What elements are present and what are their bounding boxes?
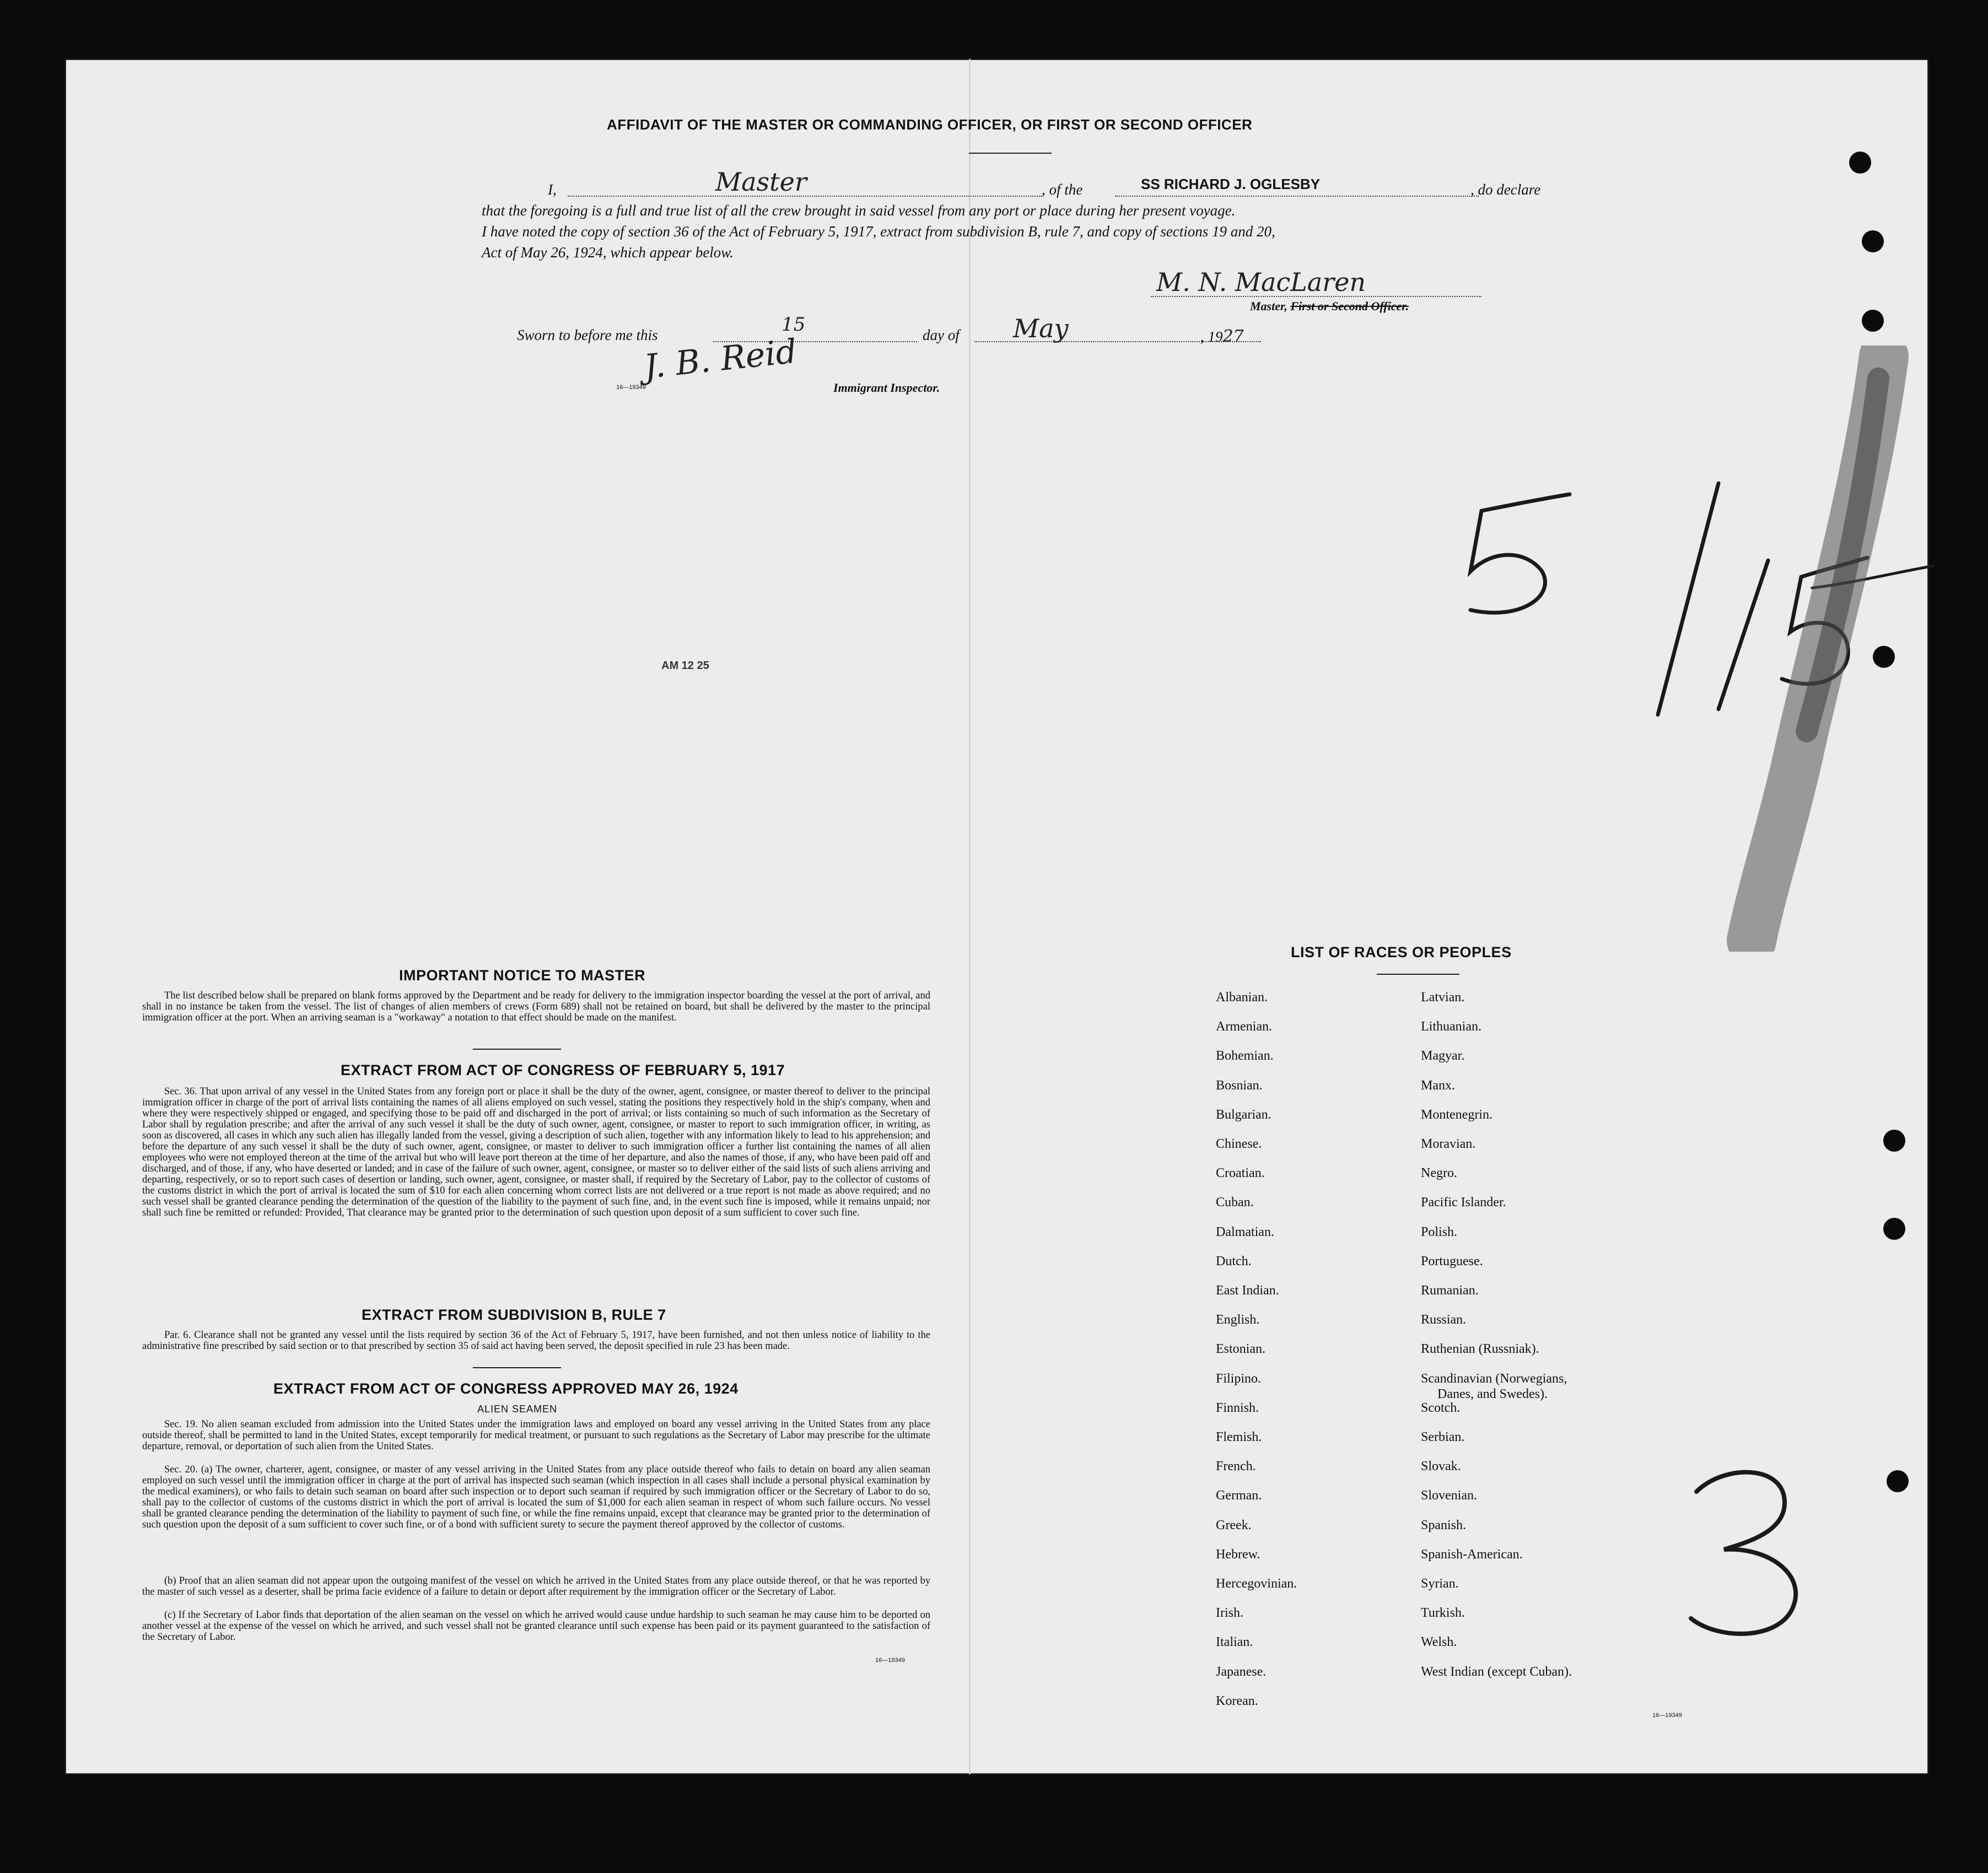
race-item: Magyar. [1421,1049,1465,1064]
sworn-month: May [1013,314,1069,343]
notice-title: IMPORTANT NOTICE TO MASTER [399,967,645,984]
title-rule [969,153,1052,154]
race-item: Scandinavian (Norwegians, [1421,1371,1567,1386]
race-item: Estonian. [1216,1342,1265,1357]
sworn-label: Sworn to before me this [517,327,658,343]
race-item: Polish. [1421,1224,1458,1239]
rule7-rule [473,1367,561,1368]
race-item: Dalmatian. [1216,1224,1274,1239]
master-caption-struck: First or Second Officer. [1290,299,1409,313]
year-prefix: , 19 [1200,328,1223,345]
race-item: Montenegrin. [1421,1107,1493,1122]
year-suffix: 27 [1222,327,1244,346]
race-item: Ruthenian (Russniak). [1421,1342,1539,1357]
binder-hole [1862,310,1884,332]
do-declare-label: , do declare [1470,181,1541,198]
race-item: Negro. [1421,1166,1457,1181]
day-of-label: day of [923,327,960,343]
race-item: Hercegovinian. [1216,1577,1297,1591]
master-position-handwritten: Master [715,167,807,197]
race-item: Russian. [1421,1313,1467,1327]
race-item: Latvian. [1421,990,1465,1005]
affidavit-line-3: I have noted the copy of section 36 of the Act of February 5, 1917, extract from subdivision B, rule 7, and copy of sections 19 and 20, [482,223,1275,240]
sec20b-text: (b) Proof that an alien seaman did not appear upon the outgoing manifest of the vessel on which he arrived in the United States from any place outside thereof, or that he was reported by the master of such vessel as a deserter, shall be prima facie evidence of a failure to detain or deport after requirement by the immigration officer or the Secretary of Labor. [142,1575,930,1597]
extract-rule7-title: EXTRACT FROM SUBDIVISION B, RULE 7 [362,1307,666,1323]
race-item: German. [1216,1488,1262,1503]
extract-form-number: 16—19349 [875,1657,905,1664]
race-item: Flemish. [1216,1430,1262,1444]
race-item: Bohemian. [1216,1049,1274,1064]
race-item: Serbian. [1421,1430,1465,1444]
master-signature: M. N. MacLaren [1156,267,1366,297]
race-item: Cuban. [1216,1195,1254,1210]
binder-hole [1887,1470,1909,1492]
race-item: Finnish. [1216,1400,1259,1415]
binder-hole [1862,230,1884,252]
smudge-mark [1702,346,1933,952]
race-item: English. [1216,1313,1260,1327]
race-item: French. [1216,1459,1256,1474]
races-rule [1377,974,1459,975]
extract-1917-text: Sec. 36. That upon arrival of any vessel in the United States from any foreign port or place it shall be the duty of the owner, agent, consignee, or master thereof to deliver to the principal immigration officer in charge of the port of arrival lists containing the names of all aliens employed on such vessel, stating the positions they respectively hold in the ship's company, when and where they were respectively shipped or engaged, and specifying those to be paid off and discharged in the port of arrival; or lists containing so much of such information as the Secretary of Labor shall by regulation prescribe; and after the arrival of any such vessel it shall be the duty of such owner, agent, consignee, or master to report to such immigration officer, in writing, as soon as discovered, all cases in which any such alien has illegally landed from the vessel, giving a description of such alien, together with any information likely to lead to his apprehension; and before the departure of any such vessel it shall be the duty of such owner, agent, consignee, or master to deliver to such immigration officer a further list containing the names of all alien employees who were not employed thereon at the time of the arrival but who will leave port thereon at the time of her departure, and also the names of those, if any, who have been paid off and discharged, and of those, if any, who have deserted or landed; and in case of the failure of such owner, agent, consignee, or master so to deliver either of the said lists of such aliens arriving and departing, respectively, or so to report such cases of desertion or landing, such owner, agent, consignee, or master shall, if required by the Secretary of Labor, pay to the collector of customs of the customs district in which the port of arrival is located the sum of $10 for each alien concerning whom correct lists are not delivered or a true report is not made as above required; and no such vessel shall be granted clearance pending the determination of the question of the liability to the payment of such fine, and, in the event such fine is imposed, while it remains unpaid; nor shall such fine be remitted or refunded: Provided, That clearance may be granted prior to the determination of such question upon deposit of a sum sufficient to cover such fine. [142,1086,930,1218]
race-item: Italian. [1216,1635,1253,1650]
races-form-number: 16—19349 [1652,1712,1682,1719]
affidavit-i: I, [548,181,557,198]
binder-hole [1883,1130,1905,1152]
binder-hole [1883,1218,1905,1240]
affidavit-title: AFFIDAVIT OF THE MASTER OR COMMANDING OFFICER, OR FIRST OR SECOND OFFICER [607,116,1253,133]
race-item: Portuguese. [1421,1254,1483,1269]
master-signature-line [1151,296,1481,297]
extract-1917-title: EXTRACT FROM ACT OF CONGRESS OF FEBRUARY 5, 1917 [341,1062,785,1078]
race-item: Albanian. [1216,990,1268,1005]
race-item: Korean. [1216,1693,1258,1708]
binder-hole [1849,152,1871,174]
affidavit-line-2: that the foregoing is a full and true list of all the crew brought in said vessel from any port or place during her present voyage. [482,202,1236,219]
race-item: Moravian. [1421,1137,1476,1151]
race-item: Bosnian. [1216,1078,1263,1093]
sworn-year [1200,327,1244,346]
race-item: East Indian. [1216,1283,1279,1298]
race-item: Danes, and Swedes). [1437,1386,1548,1401]
master-caption-master: Master, [1250,299,1287,313]
race-item: Bulgarian. [1216,1107,1272,1122]
affidavit-form-number: 16—19349 [616,384,646,391]
race-item: Greek. [1216,1518,1252,1532]
extract-rule7-text: Par. 6. Clearance shall not be granted any vessel until the lists required by section 36 of the Act of February 5, 1917, have been furnished, and not then unless notice of liability to the administrative fine prescribed by said section or to that prescribed by section 35 of said act having been served, the deposit specified in rule 23 has been made. [142,1330,930,1352]
vessel-line [1115,196,1479,197]
race-item: Irish. [1216,1606,1243,1621]
race-item: Lithuanian. [1421,1019,1481,1034]
notice-rule [473,1049,561,1050]
vessel-name: SS RICHARD J. OGLESBY [1141,176,1321,192]
race-item: Armenian. [1216,1019,1272,1034]
race-item: Rumanian. [1421,1283,1479,1298]
race-item: Welsh. [1421,1635,1457,1650]
sec19-text: Sec. 19. No alien seaman excluded from admission into the United States under the immigration laws and employed on board any vessel arriving in the United States from any place outside thereof, shall be permitted to land in the United States, except temporarily for medical treatment, or pursuant to such regulations as the Secretary of Labor may prescribe for the ultimate departure, removal, or deportation of such alien from the United States. [142,1419,930,1452]
of-the-label: , of the [1042,181,1083,198]
race-item: Scotch. [1421,1400,1461,1415]
extract-1924-subtitle: ALIEN SEAMEN [477,1404,558,1415]
race-item: Slovenian. [1421,1488,1477,1503]
time-stamp: AM 12 25 [661,660,709,672]
race-item: Dutch. [1216,1254,1252,1269]
race-item: Japanese. [1216,1664,1267,1679]
race-item: Manx. [1421,1078,1455,1093]
race-item: Croatian. [1216,1166,1265,1181]
binder-hole [1873,646,1895,668]
race-item: Syrian. [1421,1577,1459,1591]
master-caption [1250,299,1409,314]
sworn-day: 15 [782,314,806,336]
race-item: Filipino. [1216,1371,1262,1386]
race-item: Spanish-American. [1421,1547,1523,1562]
race-item: Hebrew. [1216,1547,1260,1562]
page-number-3 [1674,1459,1818,1646]
races-title: LIST OF RACES OR PEOPLES [1291,944,1512,960]
page-fold [969,59,971,1774]
inspector-signature: J. B. Reid [642,332,799,387]
extract-1924-title: EXTRACT FROM ACT OF CONGRESS APPROVED MAY 26, 1924 [273,1380,739,1397]
race-item: Spanish. [1421,1518,1467,1532]
race-item: Slovak. [1421,1459,1461,1474]
race-item: Chinese. [1216,1137,1262,1151]
affidavit-page [65,59,1928,1774]
race-item: West Indian (except Cuban). [1421,1664,1572,1679]
sec20a-text: Sec. 20. (a) The owner, charterer, agent, consignee, or master of any vessel arriving in the United States from any place outside thereof who fails to detain on board any alien seaman employed on such vessel until the immigration officer in charge at the port of arrival has inspected such seaman (which inspection in all cases shall include a personal physical examination by the medical examiners), or who fails to detain such seaman on board after such inspection or to deport such seaman if required by such immigration officer or the Secretary of Labor to do so, shall pay to the collector of customs of the customs district in which the port of arrival is located the sum of $1,000 for each alien seaman in respect of whom such failure occurs. No vessel shall be granted clearance pending the determination of the liability to payment of such fine, or while the fine remains unpaid, except that clearance may be granted prior to the determination of such question upon the deposit of a sum sufficient to cover such fine, or of a bond with sufficient surety to secure the payment thereof approved by the collector of customs. [142,1464,930,1530]
sec20c-text: (c) If the Secretary of Labor finds that deportation of the alien seaman on the vessel on which he arrived would cause undue hardship to such seaman he may cause him to be deported on another vessel at the expense of the vessel on which he arrived, and such vessel shall not be granted clearance until such expense has been paid or its payment guaranteed to the satisfaction of the Secretary of Labor. [142,1610,930,1643]
notice-text: The list described below shall be prepared on blank forms approved by the Department and be ready for delivery to the immigration inspector boarding the vessel at the port of arrival, and shall in no instance be taken from the vessel. The list of changes of alien members of crews (Form 689) shall not be retained on board, but shall be delivered by the master to the principal immigration officer at the port. When an arriving seaman is a "workaway" a notation to that effect should be made on the manifest. [142,990,930,1023]
affidavit-line-4: Act of May 26, 1924, which appear below. [482,244,734,261]
race-item: Turkish. [1421,1606,1465,1621]
race-item: Pacific Islander. [1421,1195,1506,1210]
inspector-caption: Immigrant Inspector. [833,381,940,395]
